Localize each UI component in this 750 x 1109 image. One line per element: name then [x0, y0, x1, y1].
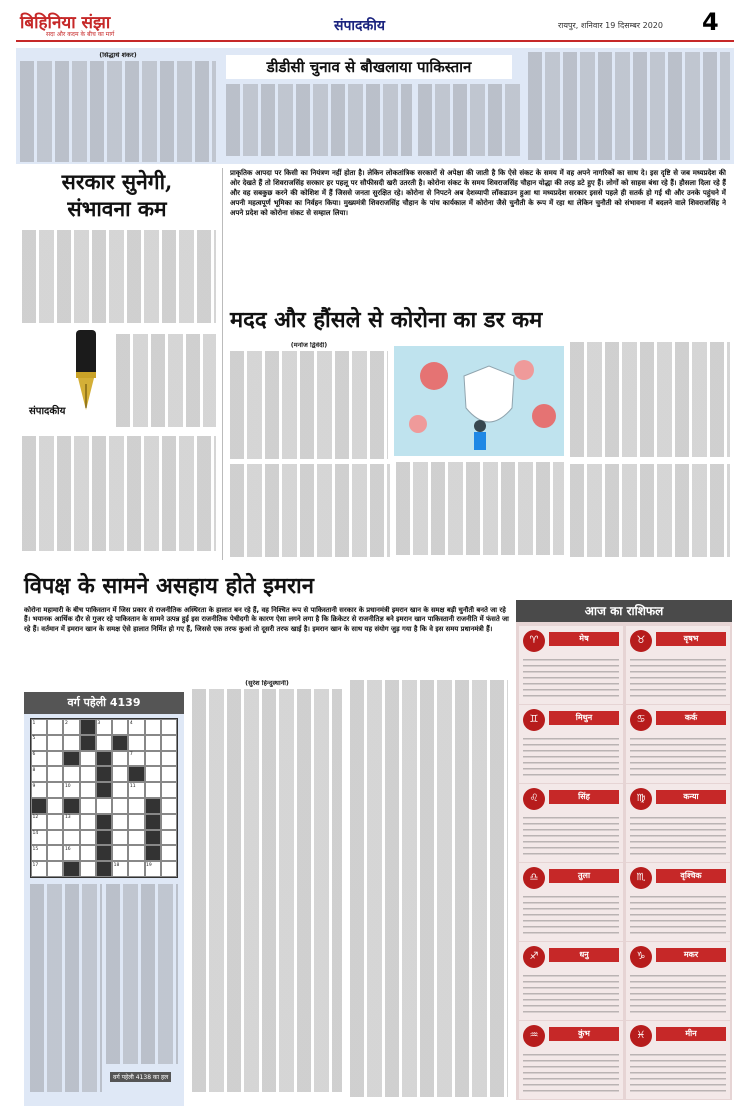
- zodiac-sign-name: कुंभ: [549, 1027, 619, 1041]
- bottom-article-col-2: [350, 680, 508, 1102]
- crossword-cell: 4: [128, 719, 144, 735]
- zodiac-icon: ♐: [523, 946, 545, 968]
- horoscope-text: [523, 656, 619, 700]
- horoscope-text: [630, 893, 726, 937]
- crossword-cell: [161, 798, 177, 814]
- bottom-article-col-1: [192, 680, 342, 1102]
- zodiac-icon: ♓: [630, 1025, 652, 1047]
- horoscope-sign-card: [626, 863, 730, 941]
- crossword-cell: [47, 830, 63, 846]
- crossword-cell: [145, 766, 161, 782]
- mid-article-col-2: [396, 462, 564, 558]
- crossword-cell: 11: [128, 782, 144, 798]
- crossword-cell: [128, 798, 144, 814]
- crossword-cell: [80, 798, 96, 814]
- crossword-cell: [96, 782, 112, 798]
- crossword-cell: [47, 766, 63, 782]
- zodiac-icon: ♉: [630, 630, 652, 652]
- zodiac-icon: ♋: [630, 709, 652, 731]
- horoscope-sign-card: [519, 1021, 623, 1099]
- crossword-cell: [96, 798, 112, 814]
- horoscope-panel: [516, 600, 732, 1100]
- crossword-cell: 9: [31, 782, 47, 798]
- page-number: 4: [702, 8, 719, 36]
- crossword-cell: [145, 735, 161, 751]
- crossword-cell: [112, 830, 128, 846]
- crossword-cell: [63, 798, 79, 814]
- crossword-cell: 6: [31, 751, 47, 767]
- horoscope-sign-card: [626, 626, 730, 704]
- crossword-cell: 16: [63, 845, 79, 861]
- mid-article-headline: मदद और हौंसले से कोरोना का डर कम: [230, 308, 543, 333]
- horoscope-text: [630, 735, 726, 779]
- column-divider: [222, 168, 223, 560]
- crossword-cell: 8: [31, 766, 47, 782]
- crossword-cell: 1: [31, 719, 47, 735]
- crossword-cell: [112, 751, 128, 767]
- zodiac-icon: ♑: [630, 946, 652, 968]
- zodiac-sign-name: मिथुन: [549, 711, 619, 725]
- crossword-cell: [47, 861, 63, 877]
- crossword-answer-title: वर्ग पहेली 4138 का हल: [110, 1072, 171, 1082]
- crossword-cell: [112, 735, 128, 751]
- crossword-cell: 3: [96, 719, 112, 735]
- crossword-cell: 14: [31, 830, 47, 846]
- crossword-cell: [80, 861, 96, 877]
- crossword-cell: [80, 766, 96, 782]
- bottom-article-headline: विपक्ष के सामने असहाय होते इमरान: [24, 574, 314, 599]
- crossword-cell: [112, 845, 128, 861]
- horoscope-sign-card: [519, 626, 623, 704]
- bottom-article-lead: कोरोना महामारी के बीच पाकिस्तान में जिस प्रकार से राजनीतिक अस्थिरता के हालात बन रहे हैं, वह निश्चित रूप से पाकिस्तानी सरकार के प्रधानमंत्री इमरान खान के समक्ष बड़ी चुनौती बनते जा रहे हैं। भयानक आर्थिक दौर से गुजर रहे पाकिस्तान के सामने उत्पन्न हुई इस राजनीतिक पेचीदगी के कारण ऐसा लगने लगा है कि क्रिकेटर से राजनीतिज्ञ बने इमरान खान पाकिस्तानी राजनीति में फंसते जा रहे हैं। वर्तमान में इमरान खान के समक्ष ऐसे हालात निर्मित हो गए हैं, जिससे एक तरफ कुआं तो दूसरी तरफ खाई है। इमरान खान के साथ यह संयोग जुड़ गया है कि वे इस समय प्रधानमंत्री हैं।: [24, 606, 509, 633]
- columnist-label: संपादकीय: [26, 402, 68, 418]
- crossword-cell: 5: [31, 735, 47, 751]
- top-article-byline: (सिद्धार्थ शंकर): [99, 52, 137, 59]
- left-headline-line-2: संभावना कम: [67, 196, 167, 221]
- horoscope-text: [523, 814, 619, 858]
- horoscope-text: [523, 1051, 619, 1095]
- crossword-cell: 19: [145, 861, 161, 877]
- crossword-cell: 18: [112, 861, 128, 877]
- horoscope-text: [523, 972, 619, 1016]
- zodiac-sign-name: वृश्चिक: [656, 869, 726, 883]
- crossword-cell: [161, 814, 177, 830]
- top-article-col-1: [20, 52, 216, 162]
- zodiac-sign-name: कन्या: [656, 790, 726, 804]
- crossword-cell: [128, 814, 144, 830]
- crossword-clues-down: [106, 884, 178, 1068]
- left-editorial-text-beside-pen: [116, 334, 216, 434]
- zodiac-icon: ♌: [523, 788, 545, 810]
- crossword-cell: [161, 751, 177, 767]
- crossword-cell: [112, 798, 128, 814]
- corona-illustration: [394, 346, 564, 456]
- crossword-cell: [80, 782, 96, 798]
- left-editorial-text-top: [22, 230, 216, 326]
- crossword-cell: [63, 830, 79, 846]
- horoscope-sign-card: [519, 942, 623, 1020]
- zodiac-sign-name: कर्क: [656, 711, 726, 725]
- crossword-cell: [161, 766, 177, 782]
- crossword-cell: [96, 766, 112, 782]
- crossword-title: वर्ग पहेली 4139: [24, 692, 184, 714]
- crossword-cell: [161, 830, 177, 846]
- crossword-cell: [96, 830, 112, 846]
- crossword-cell: [112, 719, 128, 735]
- mid-article-col-1b: [230, 464, 390, 558]
- horoscope-text: [630, 972, 726, 1016]
- horoscope-sign-card: [626, 784, 730, 862]
- crossword-cell: [128, 766, 144, 782]
- crossword-cell: [96, 751, 112, 767]
- left-editorial-text-bottom: [22, 436, 216, 556]
- zodiac-icon: ♒: [523, 1025, 545, 1047]
- newspaper-logo: बिहिनिया संझा: [20, 13, 111, 33]
- mid-article-col-3: [570, 464, 730, 558]
- left-editorial-headline: [22, 168, 212, 222]
- crossword-cell: 7: [128, 751, 144, 767]
- crossword-cell: [47, 719, 63, 735]
- zodiac-sign-name: धनु: [549, 948, 619, 962]
- crossword-cell: [161, 861, 177, 877]
- horoscope-text: [523, 735, 619, 779]
- crossword-cell: [161, 782, 177, 798]
- zodiac-sign-name: मकर: [656, 948, 726, 962]
- crossword-cell: [31, 798, 47, 814]
- crossword-cell: [96, 845, 112, 861]
- crossword-cell: 13: [63, 814, 79, 830]
- crossword-cell: [128, 845, 144, 861]
- crossword-cell: [145, 719, 161, 735]
- zodiac-sign-name: सिंह: [549, 790, 619, 804]
- horoscope-sign-card: [626, 942, 730, 1020]
- crossword-cell: [145, 845, 161, 861]
- horoscope-sign-card: [626, 705, 730, 783]
- crossword-cell: [63, 735, 79, 751]
- zodiac-icon: ♈: [523, 630, 545, 652]
- newspaper-page: [16, 8, 734, 1102]
- top-article-col-3: [418, 84, 522, 162]
- top-article-col-2: [226, 84, 412, 162]
- zodiac-icon: ♊: [523, 709, 545, 731]
- horoscope-sign-card: [519, 705, 623, 783]
- horoscope-text: [630, 814, 726, 858]
- crossword-cell: [128, 861, 144, 877]
- crossword-cell: [112, 782, 128, 798]
- top-article-headline: डीडीसी चुनाव से बौखलाया पाकिस्तान: [226, 55, 512, 79]
- mid-article-col-1: [230, 342, 388, 462]
- crossword-box: [24, 692, 184, 1106]
- crossword-cell: [47, 814, 63, 830]
- mid-article-lead: प्राकृतिक आपदा पर किसी का नियंत्रण नहीं होता है। लेकिन लोकतांत्रिक सरकारों से अपेक्षा की जाती है कि ऐसे संकट के समय में वह अपने नागरिकों का साथ दे। इस दृष्टि से जब मध्यप्रदेश की ओर देखते हैं तो शिवराजसिंह सरकार हर पहलू पर सौफीसदी खरी उतरती है। कोरोना संकट के समय शिवराजसिंह चौहान योद्धा की तरह डटे हुए हैं। लोगों को साहस बंधा रहे हैं। हौसला दिला रहे हैं और वह सबकुछ करने की कोशिश में हैं जिससे जनता सुरक्षित रहे। कोरोना से निपटने अब देशव्यापी लॉकडाउन हुआ था मध्यप्रदेश सरकार इससे पहले ही सतर्क हो गई थी और उनके पहुंचने में अपनी महत्वपूर्ण भूमिका का निर्वहन किया। मुख्यमंत्री शिवराजसिंह चौहान के पांच कार्यकाल में कोरोना जैसे चुनौती के रूप में रहा था लेकिन चुनौती को संभावना में बदलने वाले शिवराजसिंह ने अपने प्रदेश को कोरोना संकट से सम्हाल लिया।: [230, 169, 726, 217]
- crossword-cell: [145, 782, 161, 798]
- crossword-cell: [161, 845, 177, 861]
- horoscope-sign-card: [519, 784, 623, 862]
- crossword-clues-across: [30, 884, 102, 1098]
- crossword-cell: [145, 751, 161, 767]
- crossword-cell: [47, 782, 63, 798]
- crossword-cell: 17: [31, 861, 47, 877]
- horoscope-sign-card: [519, 863, 623, 941]
- crossword-cell: [80, 719, 96, 735]
- zodiac-sign-name: मेष: [549, 632, 619, 646]
- crossword-cell: [112, 814, 128, 830]
- horoscope-title: आज का राशिफल: [516, 600, 732, 622]
- virus-shield-icon: [394, 346, 564, 456]
- crossword-cell: [145, 798, 161, 814]
- crossword-cell: [63, 861, 79, 877]
- crossword-cell: [47, 798, 63, 814]
- crossword-cell: [63, 751, 79, 767]
- crossword-cell: [112, 766, 128, 782]
- crossword-cell: 2: [63, 719, 79, 735]
- crossword-cell: [80, 814, 96, 830]
- crossword-cell: [96, 814, 112, 830]
- zodiac-icon: ♍: [630, 788, 652, 810]
- crossword-cell: [47, 735, 63, 751]
- zodiac-sign-name: मीन: [656, 1027, 726, 1041]
- horoscope-text: [630, 656, 726, 700]
- crossword-cell: [80, 751, 96, 767]
- dateline: रायपुर, शनिवार 19 दिसम्बर 2020: [558, 21, 663, 30]
- zodiac-sign-name: तुला: [549, 869, 619, 883]
- zodiac-icon: ♎: [523, 867, 545, 889]
- mid-article-col-4: [570, 342, 730, 462]
- zodiac-icon: ♏: [630, 867, 652, 889]
- crossword-cell: [63, 766, 79, 782]
- crossword-cell: [47, 845, 63, 861]
- horoscope-text: [523, 893, 619, 937]
- bottom-article-byline: (सुरेश हिन्दुस्थानी): [245, 680, 289, 687]
- crossword-cell: [80, 735, 96, 751]
- crossword-cell: [96, 735, 112, 751]
- crossword-cell: 15: [31, 845, 47, 861]
- crossword-cell: [80, 830, 96, 846]
- logo-tagline: सदा और कदम के बीच का मार्ग: [46, 31, 115, 38]
- crossword-grid: [30, 718, 178, 878]
- zodiac-sign-name: वृषभ: [656, 632, 726, 646]
- masthead: [16, 8, 734, 42]
- crossword-cell: [161, 719, 177, 735]
- mid-article-byline: (मनोज द्विवेदी): [290, 342, 328, 349]
- crossword-cell: [128, 735, 144, 751]
- crossword-cell: 10: [63, 782, 79, 798]
- crossword-cell: [128, 830, 144, 846]
- crossword-cell: [145, 830, 161, 846]
- crossword-cell: [145, 814, 161, 830]
- crossword-cell: [161, 735, 177, 751]
- horoscope-text: [630, 1051, 726, 1095]
- crossword-cell: 12: [31, 814, 47, 830]
- crossword-cell: [80, 845, 96, 861]
- top-article-col-4: [528, 52, 730, 162]
- crossword-cell: [47, 751, 63, 767]
- horoscope-sign-card: [626, 1021, 730, 1099]
- crossword-cell: [96, 861, 112, 877]
- left-headline-line-1: सरकार सुनेगी,: [61, 169, 173, 194]
- section-title: संपादकीय: [334, 18, 385, 34]
